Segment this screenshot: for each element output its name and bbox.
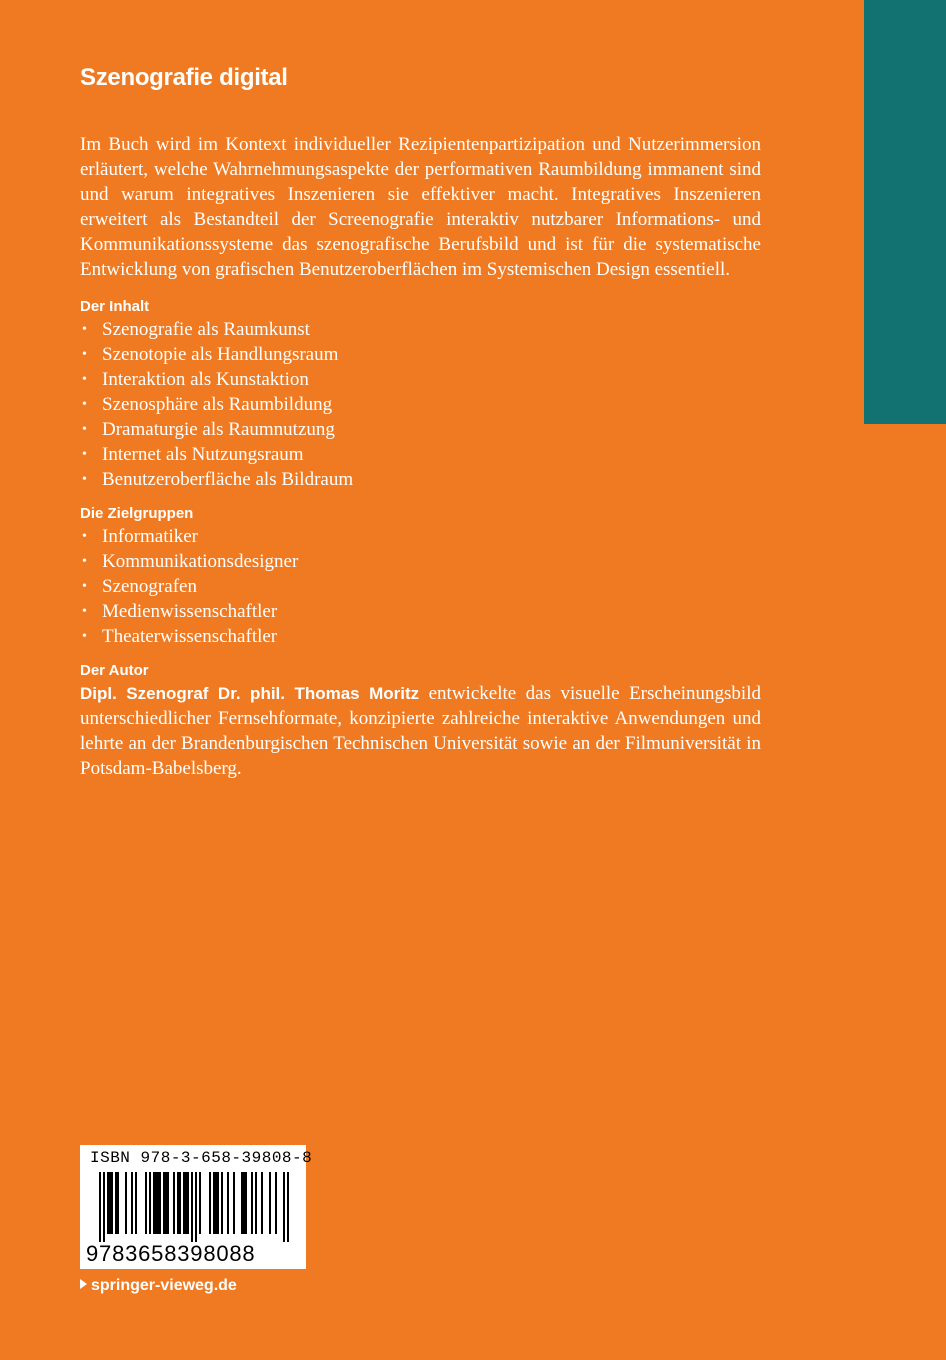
barcode-bar	[153, 1172, 155, 1234]
barcode-bar	[177, 1172, 179, 1234]
barcode-bar	[283, 1172, 285, 1242]
barcode-bar	[125, 1172, 127, 1234]
bullet-icon: •	[82, 397, 87, 412]
list-item: • Informatiker	[82, 526, 199, 547]
book-description: Im Buch wird im Kontext individueller Rezipientenpartizipation und Nutzerimmersion erläutert, welche Wahrnehmungsaspekte der performativen Raumbildung immanent sind und warum integratives Inszenieren sie effektiver macht. Integratives Inszenieren erweitert als Bestandteil der Screenografie interaktiv nutzbarer Informations- und Kommunikationssysteme das szenografische Berufsbild und ist für die systematische Entwicklung von grafischen Benutzeroberflächen im Systemischen Design essentiell.	[80, 134, 761, 280]
barcode-bar	[155, 1172, 157, 1234]
list-item: • Medienwissenschaftler	[82, 601, 278, 622]
barcode-bar	[179, 1172, 181, 1234]
barcode-bar	[115, 1172, 117, 1234]
zielgruppen-list	[80, 524, 761, 649]
bullet-icon: •	[82, 554, 87, 569]
autor-bio	[80, 681, 761, 781]
barcode-bar	[185, 1172, 187, 1234]
inhalt-heading: Der Inhalt	[80, 298, 150, 315]
barcode-bar	[287, 1172, 289, 1242]
bullet-icon: •	[82, 629, 87, 644]
barcode-bar	[227, 1172, 229, 1234]
list-item: • Szenografie als Raumkunst	[82, 319, 310, 340]
inhalt-list	[80, 317, 761, 492]
bullet-icon: •	[82, 529, 87, 544]
back-cover-content	[80, 58, 761, 781]
barcode-bar	[111, 1172, 113, 1234]
list-item: • Theaterwissenschaftler	[82, 626, 278, 647]
barcode-bar	[187, 1172, 189, 1234]
list-item: • Internet als Nutzungsraum	[82, 444, 304, 465]
bullet-icon: •	[82, 579, 87, 594]
list-item: • Szenografen	[82, 576, 197, 597]
bullet-icon: •	[82, 472, 87, 487]
barcode-bar	[199, 1172, 201, 1234]
barcode-bar	[167, 1172, 169, 1234]
barcode-bar	[233, 1172, 235, 1234]
barcode-bar	[217, 1172, 219, 1234]
barcode-bar	[215, 1172, 217, 1234]
barcode-bar	[209, 1172, 211, 1234]
barcode-bar	[103, 1172, 105, 1242]
barcode-bar	[159, 1172, 161, 1234]
ean-number: 9783658398088	[86, 1241, 256, 1266]
barcode-bar	[165, 1172, 167, 1234]
list-item: • Szenosphäre als Raumbildung	[82, 394, 333, 415]
bullet-icon: •	[82, 347, 87, 362]
barcode-bar	[269, 1172, 271, 1234]
barcode-bar	[243, 1172, 245, 1234]
book-title: Szenografie digital	[80, 64, 288, 91]
barcode-bar	[107, 1172, 109, 1234]
bullet-icon: •	[82, 422, 87, 437]
barcode-bar	[213, 1172, 215, 1234]
teal-accent-bar	[864, 0, 946, 424]
barcode-bar	[195, 1172, 197, 1242]
publisher-link[interactable]	[80, 1277, 237, 1295]
bullet-icon: •	[82, 372, 87, 387]
barcode-bar	[173, 1172, 175, 1234]
barcode-bar	[245, 1172, 247, 1234]
arrow-right-icon	[80, 1279, 87, 1289]
barcode-bar	[241, 1172, 243, 1234]
autor-heading: Der Autor	[80, 662, 149, 679]
bullet-icon: •	[82, 322, 87, 337]
barcode-bar	[261, 1172, 263, 1234]
barcode-bar	[255, 1172, 257, 1234]
barcode-bar	[145, 1172, 147, 1234]
barcode-bar	[99, 1172, 101, 1242]
barcode-bar	[157, 1172, 159, 1234]
isbn-label: ISBN 978-3-658-39808-8	[90, 1149, 313, 1167]
publisher-url: springer-vieweg.de	[91, 1277, 237, 1294]
barcode-bar	[149, 1172, 151, 1234]
barcode-bar	[135, 1172, 137, 1234]
barcode-bar	[117, 1172, 119, 1234]
author-name: Dipl. Szenograf Dr. phil. Thomas Moritz	[80, 684, 420, 703]
list-item: • Dramaturgie als Raumnutzung	[82, 419, 335, 440]
list-item: • Benutzeroberfläche als Bildraum	[82, 469, 354, 490]
barcode-bar	[109, 1172, 111, 1234]
zielgruppen-heading: Die Zielgruppen	[80, 505, 194, 522]
barcode-bar	[183, 1172, 185, 1234]
list-item: • Szenotopie als Handlungsraum	[82, 344, 339, 365]
barcode-bar	[275, 1172, 277, 1234]
barcode-bars	[90, 1172, 296, 1242]
barcode-bar	[131, 1172, 133, 1234]
list-item: • Kommunikationsdesigner	[82, 551, 299, 572]
autor-text: entwickelte das visuelle Erscheinungsbild unterschiedlicher Fernsehformate, konzipierte zahlreiche interaktive Anwendungen und lehrte an der Brandenburgischen Technischen Universität sowie an der Filmuniversität in Potsdam-Babelsberg.	[80, 683, 761, 779]
list-item: • Interaktion als Kunstaktion	[82, 369, 309, 390]
barcode-bar	[191, 1172, 193, 1242]
isbn-barcode	[80, 1145, 313, 1269]
bullet-icon: •	[82, 447, 87, 462]
barcode-bar	[251, 1172, 253, 1234]
barcode-bar	[163, 1172, 165, 1234]
bullet-icon: •	[82, 604, 87, 619]
barcode-bar	[221, 1172, 223, 1234]
